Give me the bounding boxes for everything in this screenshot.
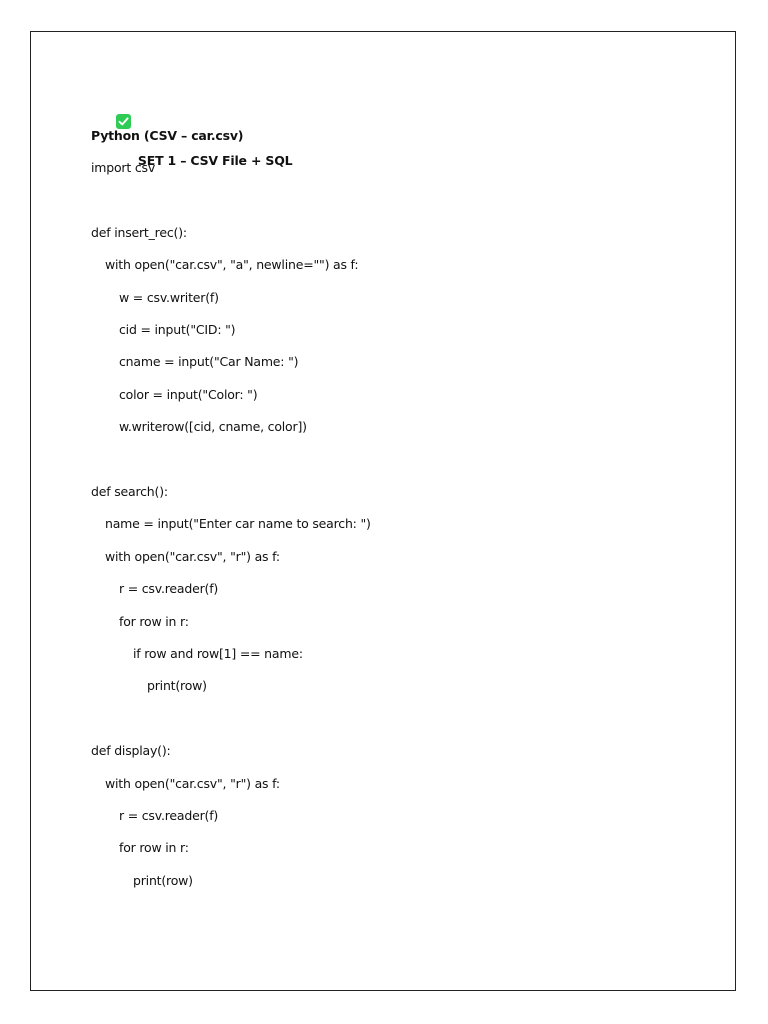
- code-line: def insert_rec():: [91, 224, 187, 240]
- subsection-heading: Python (CSV – car.csv): [91, 128, 244, 143]
- section-title: SET 1 – CSV File + SQL: [137, 153, 293, 168]
- code-line: color = input("Color: "): [119, 386, 258, 402]
- code-line: with open("car.csv", "r") as f:: [105, 775, 280, 791]
- code-line: cid = input("CID: "): [119, 322, 236, 337]
- code-line: cname = input("Car Name: "): [119, 354, 299, 370]
- code-line: import csv: [91, 160, 156, 175]
- code-line: with open("car.csv", "a", newline="") as f:: [105, 257, 359, 273]
- document-page: [30, 31, 736, 991]
- code-line: r = csv.reader(f): [119, 581, 219, 597]
- code-line: if row and row[1] == name:: [133, 646, 303, 661]
- code-line: r = csv.reader(f): [119, 808, 219, 823]
- code-line: name = input("Enter car name to search: "): [105, 516, 371, 532]
- code-line: w.writerow([cid, cname, color]): [119, 419, 307, 435]
- code-line: print(row): [147, 678, 207, 694]
- code-line: def display():: [91, 743, 171, 759]
- code-line: print(row): [133, 872, 193, 888]
- code-line: with open("car.csv", "r") as f:: [105, 548, 280, 564]
- code-line: for row in r:: [119, 840, 189, 856]
- code-line: w = csv.writer(f): [119, 289, 219, 305]
- code-line: for row in r:: [119, 613, 189, 629]
- code-line: def search():: [91, 484, 168, 499]
